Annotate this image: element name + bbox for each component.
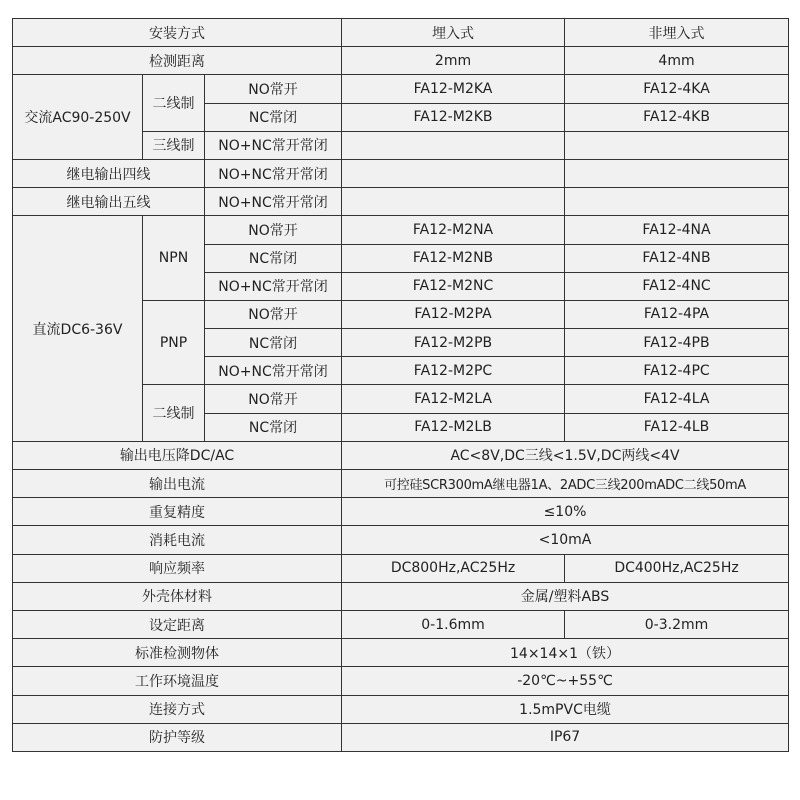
table-row: [13, 554, 789, 582]
spec-table: [12, 18, 789, 752]
model-embedded: [342, 131, 565, 159]
output-current-label: 输出电流: [13, 470, 342, 498]
consumption-label: 消耗电流: [13, 526, 342, 554]
model-non-embedded: FA12-4NA: [565, 216, 789, 244]
table-row: [13, 498, 789, 526]
housing-material-value: 金属/塑料ABS: [342, 582, 789, 610]
non-embedded-header: 非埋入式: [565, 19, 789, 47]
table-row: [13, 470, 789, 498]
table-row: [13, 159, 789, 187]
voltage-drop-value: AC<8V,DC三线<1.5V,DC两线<4V: [342, 441, 789, 469]
table-row: [13, 75, 789, 103]
model-embedded: FA12-M2KA: [342, 75, 565, 103]
set-distance-embedded: 0-1.6mm: [342, 610, 565, 638]
model-embedded: FA12-M2NA: [342, 216, 565, 244]
connection-value: 1.5mPVC电缆: [342, 695, 789, 723]
table-row: [13, 723, 789, 751]
connection-label: 连接方式: [13, 695, 342, 723]
response-frequency-non-embedded: DC400Hz,AC25Hz: [565, 554, 789, 582]
output-current-value: 可控硅SCR300mA继电器1A、2ADC三线200mADC二线50mA: [342, 470, 789, 498]
ac-two-wire-label: 二线制: [143, 75, 205, 131]
model-non-embedded: [565, 188, 789, 216]
model-embedded: FA12-M2PB: [342, 329, 565, 357]
output-type: NC常闭: [205, 329, 342, 357]
model-embedded: FA12-M2NC: [342, 272, 565, 300]
model-non-embedded: FA12-4PA: [565, 300, 789, 328]
model-non-embedded: FA12-4KB: [565, 103, 789, 131]
model-non-embedded: FA12-4LB: [565, 413, 789, 441]
output-type: NO+NC常开常闭: [205, 131, 342, 159]
output-type: NO常开: [205, 216, 342, 244]
repeatability-label: 重复精度: [13, 498, 342, 526]
repeatability-value: ≤10%: [342, 498, 789, 526]
install-method-header: 安装方式: [13, 19, 342, 47]
protection-label: 防护等级: [13, 723, 342, 751]
temperature-value: -20℃~+55℃: [342, 667, 789, 695]
table-row: [13, 582, 789, 610]
output-type: NO常开: [205, 300, 342, 328]
table-row: [13, 47, 789, 75]
output-type: NO+NC常开常闭: [205, 357, 342, 385]
ac-three-wire-label: 三线制: [143, 131, 205, 159]
output-type: NC常闭: [205, 103, 342, 131]
model-embedded: FA12-M2PA: [342, 300, 565, 328]
output-type: NC常闭: [205, 413, 342, 441]
table-row: [13, 441, 789, 469]
detect-distance-non-embedded: 4mm: [565, 47, 789, 75]
table-row: [13, 695, 789, 723]
dc-voltage-label: 直流DC6-36V: [13, 216, 143, 442]
housing-material-label: 外壳体材料: [13, 582, 342, 610]
model-non-embedded: [565, 131, 789, 159]
pnp-label: PNP: [143, 300, 205, 385]
response-frequency-embedded: DC800Hz,AC25Hz: [342, 554, 565, 582]
model-embedded: [342, 159, 565, 187]
npn-label: NPN: [143, 216, 205, 301]
table-row: [13, 216, 789, 244]
set-distance-non-embedded: 0-3.2mm: [565, 610, 789, 638]
dc-two-wire-label: 二线制: [143, 385, 205, 441]
model-non-embedded: [565, 159, 789, 187]
model-embedded: [342, 188, 565, 216]
table-row: [13, 526, 789, 554]
header-row: [13, 19, 789, 47]
standard-target-label: 标准检测物体: [13, 639, 342, 667]
consumption-value: <10mA: [342, 526, 789, 554]
table-row: [13, 188, 789, 216]
detect-distance-embedded: 2mm: [342, 47, 565, 75]
embedded-header: 埋入式: [342, 19, 565, 47]
model-non-embedded: FA12-4KA: [565, 75, 789, 103]
model-embedded: FA12-M2LB: [342, 413, 565, 441]
detect-distance-label: 检测距离: [13, 47, 342, 75]
ac-voltage-label: 交流AC90-250V: [13, 75, 143, 160]
table-row: [13, 667, 789, 695]
model-non-embedded: FA12-4PC: [565, 357, 789, 385]
model-embedded: FA12-M2PC: [342, 357, 565, 385]
output-type: NO+NC常开常闭: [205, 272, 342, 300]
table-row: [13, 610, 789, 638]
output-type: NO+NC常开常闭: [205, 188, 342, 216]
output-type: NO常开: [205, 385, 342, 413]
output-type: NC常闭: [205, 244, 342, 272]
protection-value: IP67: [342, 723, 789, 751]
model-non-embedded: FA12-4LA: [565, 385, 789, 413]
table-row: [13, 639, 789, 667]
output-type: NO+NC常开常闭: [205, 159, 342, 187]
output-type: NO常开: [205, 75, 342, 103]
model-non-embedded: FA12-4PB: [565, 329, 789, 357]
model-embedded: FA12-M2NB: [342, 244, 565, 272]
model-non-embedded: FA12-4NC: [565, 272, 789, 300]
relay-four-wire-label: 继电输出四线: [13, 159, 205, 187]
model-embedded: FA12-M2LA: [342, 385, 565, 413]
relay-five-wire-label: 继电输出五线: [13, 188, 205, 216]
set-distance-label: 设定距离: [13, 610, 342, 638]
standard-target-value: 14×14×1（铁）: [342, 639, 789, 667]
response-frequency-label: 响应频率: [13, 554, 342, 582]
model-embedded: FA12-M2KB: [342, 103, 565, 131]
temperature-label: 工作环境温度: [13, 667, 342, 695]
voltage-drop-label: 输出电压降DC/AC: [13, 441, 342, 469]
model-non-embedded: FA12-4NB: [565, 244, 789, 272]
